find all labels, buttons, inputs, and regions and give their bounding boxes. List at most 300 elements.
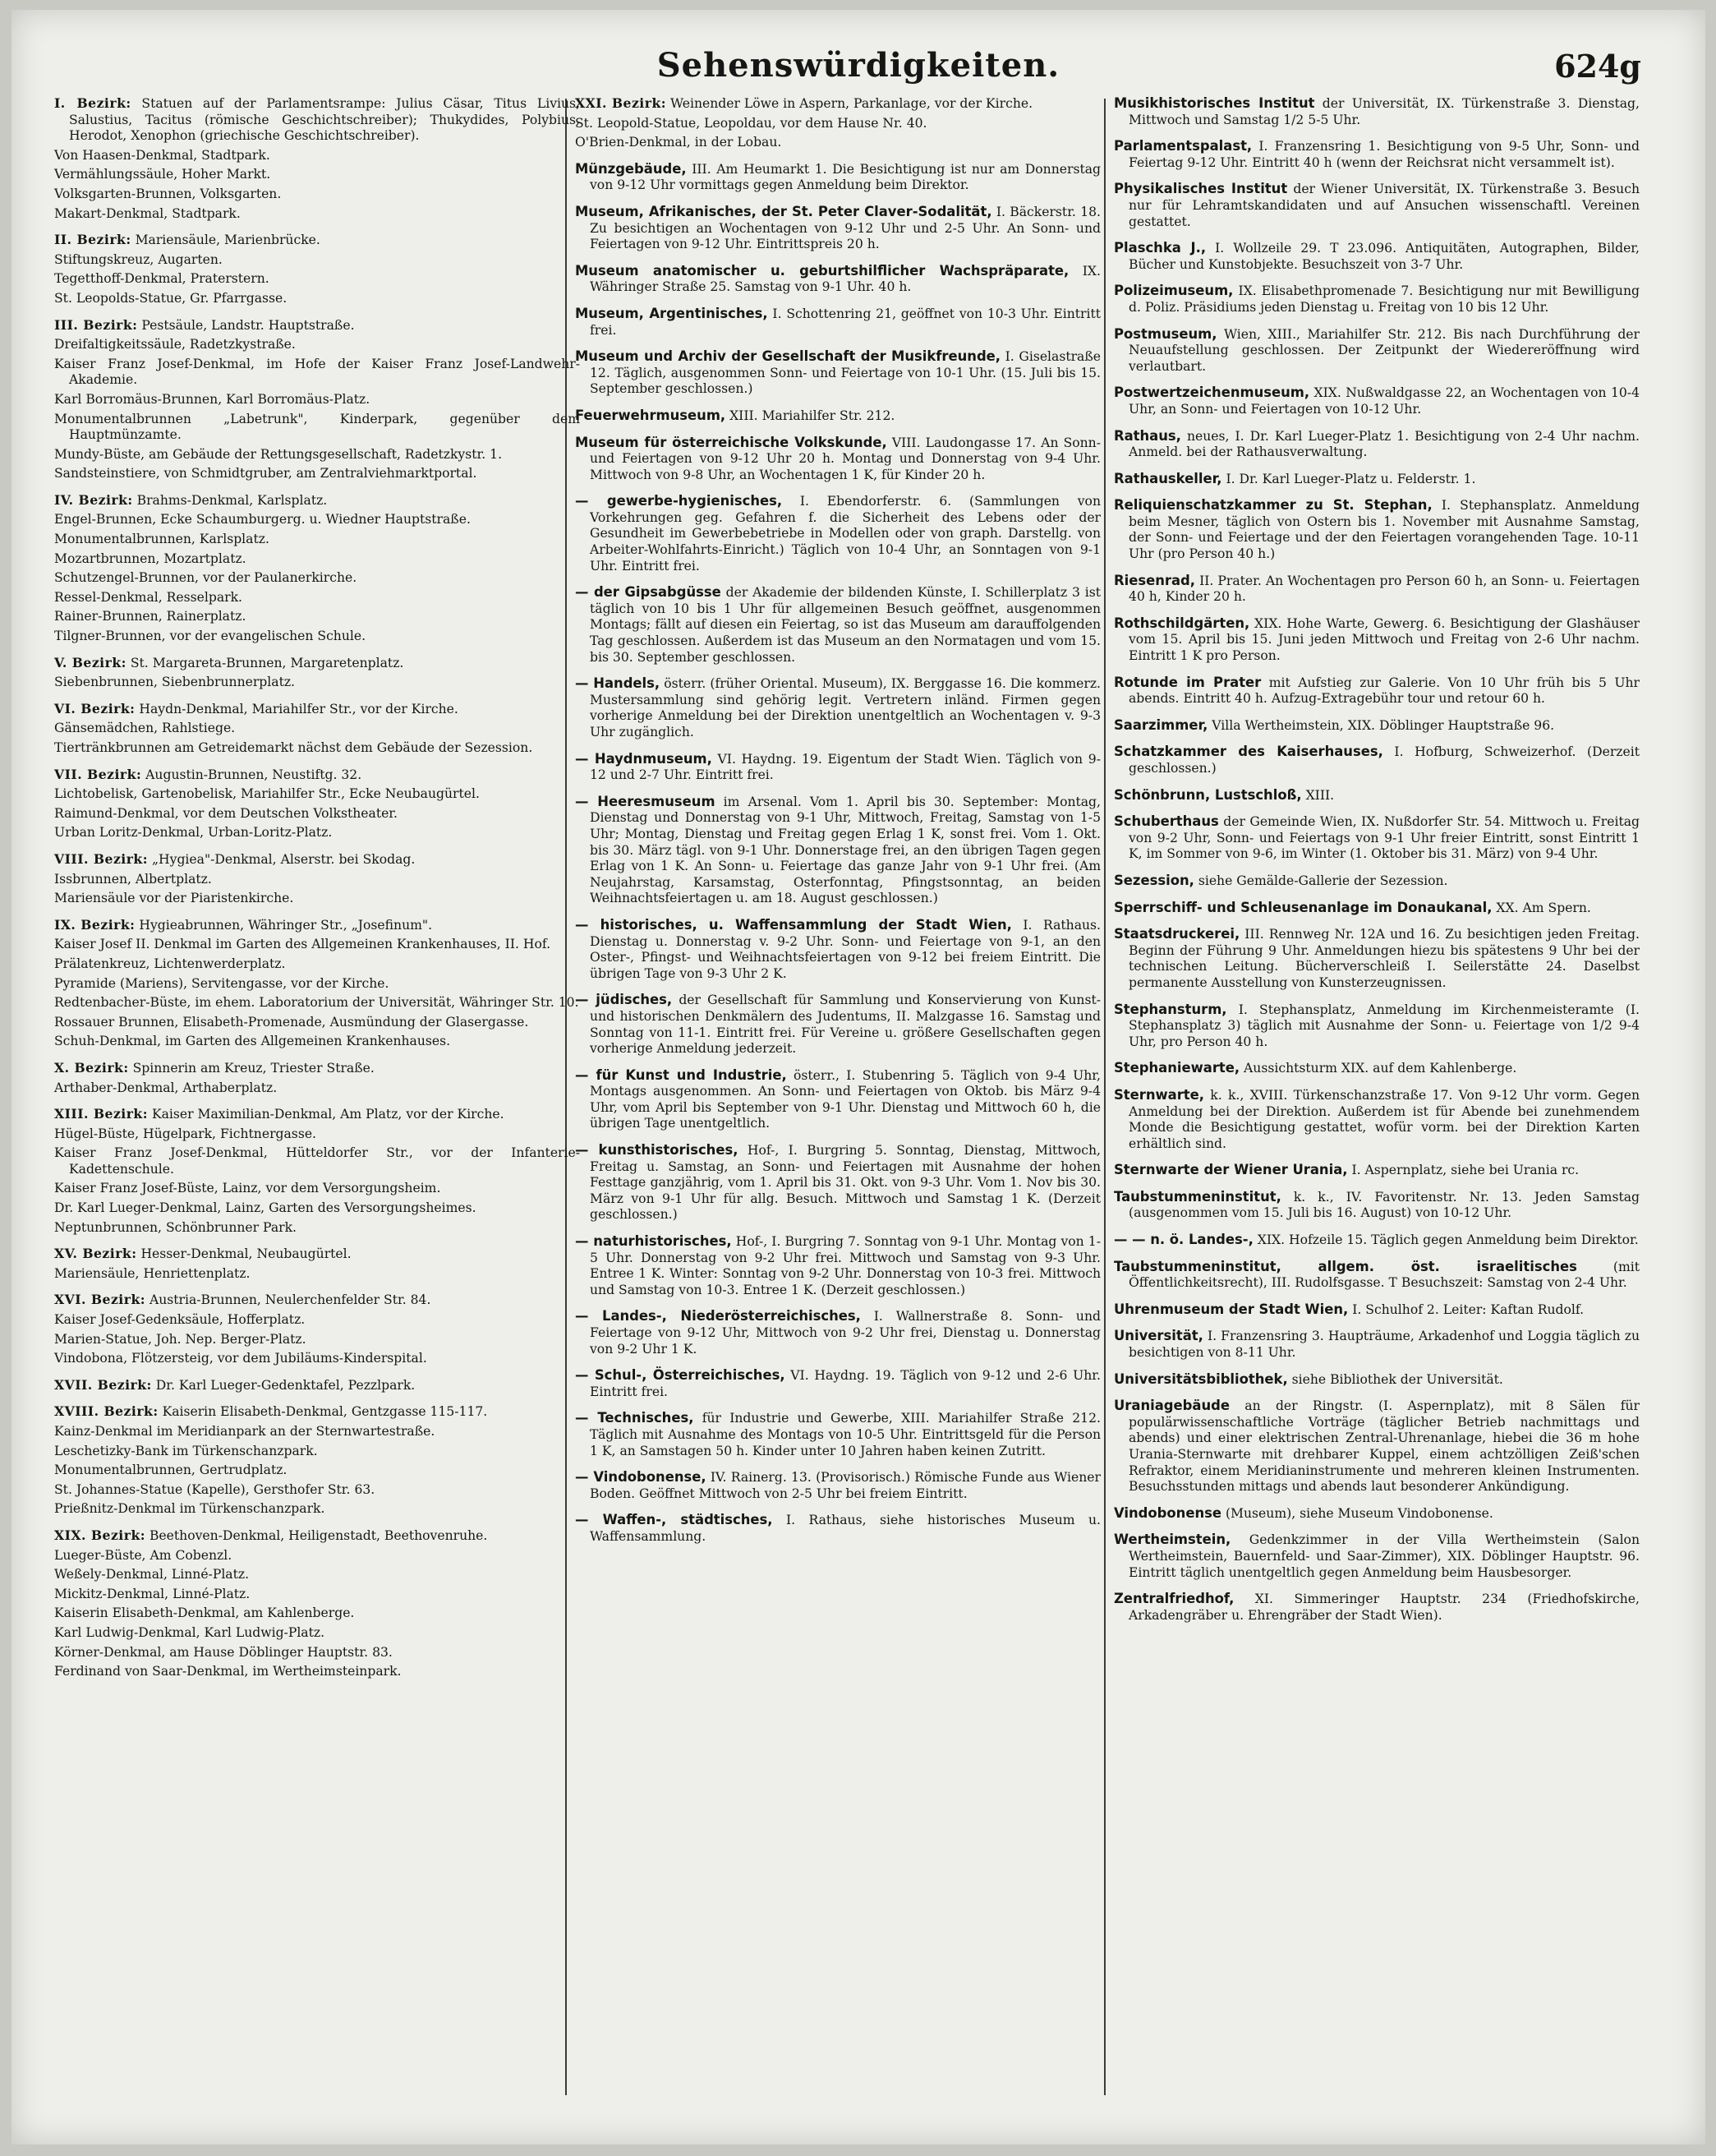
directory-entry	[54, 532, 580, 548]
directory-entry	[54, 1060, 580, 1077]
directory-entry	[54, 1403, 580, 1421]
entry-text: Von Haasen-Denkmal, Stadtpark.	[54, 147, 270, 163]
entry-text: I. Franzensring 3. Haupträume, Arkadenhof und Loggia täglich zu besichtigen von 8-11 Uhr.	[1129, 1329, 1640, 1361]
entry-text: I. Rathaus. Dienstag u. Donnerstag v. 9-2 Uhr. Sonn- und Feiertage von 9-1, an den Oster-, Pfingst- und Weihnachtsfeiertagen von 9-12 bei freiem Eintritt. Die übrigen Tage von 9-3 Uhr 2 K.	[590, 917, 1101, 981]
entry-text: Leschetizky-Bank im Türkenschanzpark.	[54, 1443, 318, 1458]
directory-entry	[54, 570, 580, 587]
directory-entry	[575, 135, 1101, 151]
directory-entry	[54, 609, 580, 625]
directory-entry	[54, 1332, 580, 1348]
directory-entry	[54, 167, 580, 183]
entry-text: Ferdinand von Saar-Denkmal, im Wertheimsteinpark.	[54, 1664, 402, 1679]
directory-entry	[54, 1645, 580, 1661]
entry-text: St. Margareta-Brunnen, Margaretenplatz.	[126, 655, 404, 670]
entry-text: siehe Gemälde-Gallerie der Sezession.	[1194, 873, 1448, 888]
entry-text: Stiftungskreuz, Augarten.	[54, 251, 223, 267]
entry-text: Monumentalbrunnen „Labetrunk", Kinderpark, gegenüber dem Hauptmünzamte.	[54, 411, 580, 443]
directory-entry	[1114, 181, 1640, 230]
entry-text: Vermählungssäule, Hoher Markt.	[54, 167, 271, 182]
entry-heading: Museum anatomischer u. geburtshilflicher Wachspräparate,	[575, 262, 1070, 279]
directory-entry	[575, 675, 1101, 740]
entry-text: VI. Haydng. 19. Täglich von 9-12 und 2-6 Uhr. Eintritt frei.	[590, 1368, 1101, 1399]
directory-entry	[54, 1501, 580, 1518]
entry-text: XIX. Nußwaldgasse 22, an Wochentagen von 10-4 Uhr, an Sonn- und Feiertagen von 10-12 Uhr.	[1129, 385, 1640, 417]
directory-entry	[1114, 240, 1640, 273]
entry-heading: Sperrschiff- und Schleusenanlage im Donaukanal,	[1114, 899, 1493, 915]
directory-entry	[54, 1145, 580, 1177]
entry-heading: — naturhistorisches,	[575, 1233, 732, 1250]
directory-entry	[54, 1444, 580, 1460]
directory-entry	[54, 1200, 580, 1217]
entry-text: Kaiser Franz Josef-Büste, Lainz, vor dem Versorgungsheim.	[54, 1181, 441, 1196]
entry-text: Prälatenkreuz, Lichtenwerderplatz.	[54, 956, 286, 971]
entry-text: I. Franzensring 1. Besichtigung von 9-5 Uhr, Sonn- und Feiertag 9-12 Uhr. Eintritt 40 h (wenn der Reichsrat nicht versammelt ist).	[1129, 139, 1640, 170]
entry-heading: VI. Bezirk:	[54, 700, 136, 716]
directory-entry	[1114, 497, 1640, 562]
entry-text: III. Rennweg Nr. 12A und 16. Zu besichtigen jeden Freitag. Beginn der Führung 9 Uhr. Anmeldungen hiezu bis spätestens 9 Uhr bei der technischen Leitung. Bücherverschleiß I. Seilerstätte 24. Daselbst permanente Ausstellung von Kunsterzeugnissen.	[1129, 927, 1640, 990]
directory-entry	[1114, 744, 1640, 776]
entry-heading: I. Bezirk:	[54, 95, 131, 111]
entry-text: siehe Bibliothek der Universität.	[1287, 1371, 1503, 1387]
directory-entry	[1114, 138, 1640, 171]
entry-text: Gedenkzimmer in der Villa Wertheimstein (Salon Wertheimstein, Bauernfeld- und Saar-Zimmer), XIX. Döblinger Hauptstr. 96. Eintritt täglich unentgeltlich gegen Anmeldung beim Hausbesorger.	[1129, 1532, 1640, 1580]
entry-text: Monumentalbrunnen, Karlsplatz.	[54, 532, 269, 547]
entry-text: Villa Wertheimstein, XIX. Döblinger Hauptstraße 96.	[1208, 717, 1555, 733]
entry-text: im Arsenal. Vom 1. April bis 30. September: Montag, Dienstag und Donnerstag von 9-1 Uhr, Mittwoch, Freitag, Samstag von 1-5 Uhr; Montag, Dienstag und Freitag gegen Erlag 1 K, sonst frei. Vom 1. Okt. bis 30. März tägl. von 9-1 Uhr. Donnerstage frei, an den übrigen Tagen gegen Erlag von 1 K. An Sonn- u. Feiertage das ganze Jahr von 9-1 Uhr frei. (Am Neujahrstag, Karsamstag, Osterfonntag, Pfingstsonntag, an beiden Weihnachtsfeiertagen u. am 18. August geschlossen.)	[590, 794, 1101, 906]
entry-text: Issbrunnen, Albertplatz.	[54, 871, 212, 887]
entry-text: Mozartbrunnen, Mozartplatz.	[54, 551, 246, 566]
entry-text: (mit Öffentlichkeitsrecht), III. Rudolfsgasse. T Besuchszeit: Samstag von 2-4 Uhr.	[1129, 1259, 1640, 1291]
entry-heading: — Landes-, Niederösterreichisches,	[575, 1308, 861, 1324]
directory-entry	[54, 148, 580, 164]
entry-heading: X. Bezirk:	[54, 1059, 129, 1076]
directory-entry	[54, 1463, 580, 1479]
directory-entry	[1114, 1259, 1640, 1292]
entry-heading: XIX. Bezirk:	[54, 1527, 146, 1543]
entry-text: XX. Am Spern.	[1492, 900, 1591, 915]
entry-text: I. Wallnerstraße 8. Sonn- und Feiertage von 9-12 Uhr, Mittwoch von 9-2 Uhr frei, Dienstag u. Donnerstag von 9-2 Uhr 1 K.	[590, 1309, 1101, 1357]
entry-heading: XVIII. Bezirk:	[54, 1403, 159, 1420]
column-1	[12, 95, 591, 2117]
entry-text: k. k., IV. Favoritenstr. Nr. 13. Jeden Samstag (ausgenommen vom 15. Juli bis 16. August) von 10-12 Uhr.	[1129, 1189, 1640, 1221]
directory-entry	[54, 917, 580, 934]
directory-entry	[54, 1548, 580, 1564]
entry-text: Monumentalbrunnen, Gertrudplatz.	[54, 1463, 288, 1478]
entry-text: I. Dr. Karl Lueger-Platz u. Felderstr. 1.	[1221, 471, 1476, 486]
directory-entry	[575, 1233, 1101, 1298]
entry-heading: Parlamentspalast,	[1114, 138, 1253, 154]
directory-entry	[54, 1246, 580, 1263]
entry-text: neues, I. Dr. Karl Lueger-Platz 1. Besichtigung von 2-4 Uhr nachm. Anmeld. bei der Rathausverwaltung.	[1129, 428, 1640, 460]
directory-entry	[575, 493, 1101, 574]
entry-text: österr., I. Stubenring 5. Täglich von 9-4 Uhr, Montags ausgenommen. An Sonn- und Feiertagen von Oktob. bis März 9-4 Uhr, vom April bis September von 9-1 Uhr. Dienstag und Mittwoch 60 h, die übrigen Tage unentgeltlich.	[590, 1067, 1101, 1131]
directory-entry	[54, 357, 580, 389]
directory-entry	[575, 263, 1101, 296]
directory-entry	[1114, 615, 1640, 665]
entry-heading: III. Bezirk:	[54, 316, 138, 333]
entry-text: IX. Elisabethpromenade 7. Besichtigung nur mit Bewilligung d. Poliz. Präsidiums jeden Dienstag u. Freitag von 10 bis 12 Uhr.	[1129, 283, 1640, 315]
entry-text: IV. Rainerg. 13. (Provisorisch.) Römische Funde aus Wiener Boden. Geöffnet Mittwoch von 2-5 Uhr bei freiem Eintritt.	[590, 1470, 1101, 1501]
entry-text: Hof-, I. Burgring 5. Sonntag, Dienstag, Mittwoch, Freitag u. Samstag, an Sonn- und Feiertagen mit Ausnahme der hohen Festtage ganzjährig, vom 1. April bis 31. Okt. von 9-3 Uhr. Vom 1. Nov bis 30. März von 9-1 Uhr für allg. Besuch. Mittwoch und Samstag 1 K. (Derzeit geschlossen.)	[590, 1143, 1101, 1223]
entry-heading: V. Bezirk:	[54, 654, 127, 670]
entry-heading: XXI. Bezirk:	[575, 95, 667, 111]
entry-heading: Museum, Afrikanisches, der St. Peter Claver-Sodalität,	[575, 203, 992, 219]
directory-entry	[54, 1015, 580, 1031]
entry-heading: Museum, Argentinisches,	[575, 305, 768, 321]
directory-entry	[54, 872, 580, 888]
entry-text: Lueger-Büste, Am Cobenzl.	[54, 1547, 232, 1563]
entry-heading: — Vindobonense,	[575, 1469, 706, 1486]
entry-text: der Universität, IX. Türkenstraße 3. Dienstag, Mittwoch und Samstag 1/2 5-5 Uhr.	[1129, 96, 1640, 127]
directory-entry	[575, 584, 1101, 666]
entry-text: Körner-Denkmal, am Hause Döblinger Hauptstr. 83.	[54, 1644, 393, 1660]
entry-text: Dr. Karl Lueger-Denkmal, Lainz, Garten des Versorgungsheimes.	[54, 1200, 476, 1216]
directory-entry	[575, 1142, 1101, 1223]
directory-entry	[54, 392, 580, 408]
entry-text: St. Johannes-Statue (Kapelle), Gersthofer Str. 63.	[54, 1481, 375, 1497]
entry-heading: Vindobonense	[1114, 1504, 1221, 1521]
entry-heading: Taubstummeninstitut, allgem. öst. israelitisches	[1114, 1258, 1577, 1274]
entry-text: Kaiser Franz Josef-Denkmal, Hütteldorfer Str., vor der Infanterie-Kadettenschule.	[54, 1145, 580, 1177]
entry-heading: Sezession,	[1114, 872, 1194, 888]
directory-entry	[54, 1625, 580, 1642]
entry-text: Prießnitz-Denkmal im Türkenschanzpark.	[54, 1501, 325, 1517]
entry-text: Rainer-Brunnen, Rainerplatz.	[54, 609, 246, 624]
entry-heading: — Technisches,	[575, 1410, 694, 1426]
entry-text: Lichtobelisk, Gartenobelisk, Mariahilfer Str., Ecke Neubaugürtel.	[54, 786, 480, 802]
entry-heading: Münzgebäude,	[575, 160, 687, 177]
entry-text: Mariensäule, Henriettenplatz.	[54, 1265, 251, 1281]
directory-entry	[54, 412, 580, 444]
directory-entry	[54, 701, 580, 718]
entry-text: I. Ebendorferstr. 6. (Sammlungen von Vorkehrungen geg. Gefahren f. die Sicherheit des Lebens oder der Gesundheit im Gewerbebetriebe in Modellen oder von graph. Darstellg. von Arbeiter-Wohlfahrts-Einricht.) Täglich von 10-4 Uhr, an Sonntagen von 9-1 Uhr. Eintritt frei.	[590, 494, 1101, 574]
directory-entry	[54, 675, 580, 691]
entry-text: Vindobona, Flötzersteig, vor dem Jubiläums-Kinderspital.	[54, 1351, 427, 1366]
entry-text: I. Schottenring 21, geöffnet von 10-3 Uhr. Eintritt frei.	[590, 306, 1101, 338]
directory-entry	[54, 95, 580, 145]
entry-heading: Feuerwehrmuseum,	[575, 407, 726, 423]
directory-entry	[1114, 95, 1640, 128]
entry-heading: Museum für österreichische Volkskunde,	[575, 434, 887, 450]
directory-entry	[1114, 326, 1640, 375]
directory-entry	[1114, 1060, 1640, 1077]
directory-entry	[1114, 1232, 1640, 1249]
entry-text: österr. (früher Oriental. Museum), IX. Berggasse 16. Die kommerz. Mustersammlung sind gehörig legit. Vertretern inländ. Firmen gegen vorherige Anmeldung bei der Direktion unentgeltlich an Wochentagen v. 9-3 Uhr zugänglich.	[590, 676, 1101, 739]
directory-entry	[54, 1034, 580, 1050]
entry-text: für Industrie und Gewerbe, XIII. Mariahilfer Straße 212. Täglich mit Ausnahme des Montags von 10-5 Uhr. Eintrittsgeld für die Person 1 K, an Samstagen 50 h. Kinder unter 10 Jahren haben keinen Zutritt.	[590, 1411, 1101, 1458]
directory-entry	[1114, 787, 1640, 804]
directory-entry	[54, 891, 580, 907]
directory-entry	[575, 435, 1101, 484]
directory-entry	[1114, 1002, 1640, 1051]
entry-text: Mickitz-Denkmal, Linné-Platz.	[54, 1586, 251, 1601]
entry-text: Ressel-Denkmal, Resselpark.	[54, 589, 242, 605]
directory-entry	[54, 206, 580, 223]
entry-text: der Wiener Universität, IX. Türkenstraße 3. Besuch nur für Lehramtskandidaten und auf Ansuchen wissenschaftl. Vereinen gestattet.	[1129, 182, 1640, 229]
directory-entry	[54, 976, 580, 993]
entry-heading: Physikalisches Institut	[1114, 181, 1288, 197]
directory-entry	[1114, 1189, 1640, 1222]
entry-text: Urban Loritz-Denkmal, Urban-Loritz-Platz.	[54, 825, 333, 841]
entry-heading: XVI. Bezirk:	[54, 1292, 146, 1308]
entry-heading: IV. Bezirk:	[54, 491, 133, 508]
directory-entry	[54, 1266, 580, 1283]
entry-heading: XV. Bezirk:	[54, 1246, 137, 1262]
entry-text: I. Giselastraße 12. Täglich, ausgenommen Sonn- und Feiertage von 10-1 Uhr. (15. Juli bis 15. September geschlossen.)	[590, 349, 1102, 397]
entry-text: I. Stephansplatz, Anmeldung im Kirchenmeisteramte (I. Stephansplatz 3) täglich mit Ausnahme der Sonn- u. Feiertage von 1/2 9-4 Uhr, pro Person 40 h.	[1129, 1002, 1640, 1049]
entry-text: Mundy-Büste, am Gebäude der Rettungsgesellschaft, Radetzkystr. 1.	[54, 446, 503, 462]
directory-entry	[54, 806, 580, 822]
entry-text: Kainz-Denkmal im Meridianpark an der Sternwartestraße.	[54, 1424, 435, 1439]
entry-heading: — Handels,	[575, 675, 660, 692]
directory-entry	[54, 851, 580, 868]
entry-heading: Musikhistorisches Institut	[1114, 95, 1315, 111]
entry-text: Hesser-Denkmal, Neubaugürtel.	[136, 1246, 352, 1262]
directory-entry	[54, 1312, 580, 1329]
directory-entry	[575, 95, 1101, 113]
entry-text: Kaiser Josef-Gedenksäule, Hofferplatz.	[54, 1312, 306, 1328]
directory-entry	[54, 271, 580, 288]
directory-entry	[54, 629, 580, 645]
directory-entry	[54, 1220, 580, 1237]
entry-text: XI. Simmeringer Hauptstr. 234 (Friedhofskirche, Arkadengräber u. Ehrengräber der Stadt Wien).	[1129, 1592, 1640, 1623]
page-header	[12, 46, 1705, 95]
directory-entry	[1114, 385, 1640, 417]
entry-text: Engel-Brunnen, Ecke Schaumburgerg. u. Wiedner Hauptstraße.	[54, 512, 471, 527]
entry-text: Austria-Brunnen, Neulerchenfelder Str. 84.	[145, 1292, 431, 1308]
entry-heading: — historisches, u. Waffensammlung der Stadt Wien,	[575, 916, 1012, 933]
entry-text: Volksgarten-Brunnen, Volksgarten.	[54, 186, 282, 201]
directory-entry	[54, 1424, 580, 1440]
entry-text: I. Hofburg, Schweizerhof. (Derzeit geschlossen.)	[1129, 744, 1640, 776]
entry-text: Kaiser Franz Josef-Denkmal, im Hofe der Kaiser Franz Josef-Landwehr-Akademie.	[54, 356, 580, 388]
directory-entry	[575, 1308, 1101, 1357]
directory-entry	[54, 1527, 580, 1545]
directory-entry	[54, 1080, 580, 1097]
directory-entry	[1114, 717, 1640, 735]
entry-heading: — der Gipsabgüsse	[575, 584, 721, 601]
directory-entry	[54, 1664, 580, 1680]
entry-text: „Hygiea"-Denkmal, Alserstr. bei Skodag.	[148, 851, 416, 867]
entry-text: I. Wollzeile 29. T 23.096. Antiquitäten, Autographen, Bilder, Bücher und Kunstobjekte. Besuchszeit von 3-7 Uhr.	[1129, 241, 1640, 272]
entry-text: der Akademie der bildenden Künste, I. Schillerplatz 3 ist täglich von 10 bis 1 Uhr für allgemeinen Besuch geöffnet, ausgenommen Montags; fällt auf diesen ein Feiertag, so ist das Museum am darauffolgenden Tag geschlossen. Außerdem ist das Museum an den Normatagen und vom 15. bis 30. September geschlossen.	[590, 585, 1101, 665]
directory-entry	[54, 1181, 580, 1197]
directory-entry	[54, 1482, 580, 1499]
entry-heading: Schönbrunn, Lustschloß,	[1114, 786, 1302, 803]
entry-heading: IX. Bezirk:	[54, 916, 136, 933]
directory-entry	[54, 551, 580, 568]
entry-heading: — — n. ö. Landes-,	[1114, 1232, 1254, 1248]
entry-heading: Rothschildgärten,	[1114, 615, 1250, 631]
directory-entry	[54, 937, 580, 953]
entry-text: I. Aspernplatz, siehe bei Urania rc.	[1347, 1163, 1580, 1178]
entry-heading: Uraniagebäude	[1114, 1398, 1230, 1414]
entry-text: Gänsemädchen, Rahlstiege.	[54, 721, 236, 736]
entry-text: Marien-Statue, Joh. Nep. Berger-Platz.	[54, 1331, 306, 1347]
entry-text: Pestsäule, Landstr. Hauptstraße.	[137, 317, 355, 333]
directory-entry	[1114, 573, 1640, 606]
entry-text: I. Schulhof 2. Leiter: Kaftan Rudolf.	[1348, 1301, 1585, 1317]
directory-entry	[54, 252, 580, 269]
directory-entry	[54, 512, 580, 528]
entry-text: Dreifaltigkeitssäule, Radetzkystraße.	[54, 337, 296, 352]
directory-entry	[54, 995, 580, 1011]
directory-entry	[54, 786, 580, 803]
entry-heading: Taubstummeninstitut,	[1114, 1188, 1281, 1205]
entry-heading: Riesenrad,	[1114, 572, 1196, 588]
entry-text: Karl Borromäus-Brunnen, Karl Borromäus-Platz.	[54, 391, 370, 407]
directory-entry	[54, 1567, 580, 1583]
page-number: 624g	[1554, 48, 1641, 85]
entry-heading: Polizeimuseum,	[1114, 283, 1234, 299]
entry-text: St. Leopold-Statue, Leopoldau, vor dem Hause Nr. 40.	[575, 115, 927, 131]
directory-entry	[1114, 1328, 1640, 1361]
directory-entry	[1114, 1301, 1640, 1319]
entry-text: Siebenbrunnen, Siebenbrunnerplatz.	[54, 675, 296, 690]
entry-heading: II. Bezirk:	[54, 232, 131, 248]
directory-entry	[575, 751, 1101, 784]
entry-heading: XIII. Bezirk:	[54, 1106, 148, 1122]
entry-text: Kaiserin Elisabeth-Denkmal, am Kahlenberge.	[54, 1605, 355, 1621]
entry-heading: Rotunde im Prater	[1114, 674, 1262, 690]
directory-entry	[54, 655, 580, 672]
entry-text: Brahms-Denkmal, Karlsplatz.	[132, 492, 328, 508]
directory-entry	[1114, 1162, 1640, 1179]
entry-text: Kaiser Maximilian-Denkmal, Am Platz, vor der Kirche.	[148, 1107, 504, 1122]
entry-text: Karl Ludwig-Denkmal, Karl Ludwig-Platz.	[54, 1624, 325, 1640]
entry-text: Kaiser Josef II. Denkmal im Garten des Allgemeinen Krankenhauses, II. Hof.	[54, 937, 551, 952]
entry-text: Hof-, I. Burgring 7. Sonntag von 9-1 Uhr. Montag von 1-5 Uhr. Donnerstag von 9-2 Uhr frei. Mittwoch und Samstag von 9-3 Uhr. Entree 1 K. Winter: Sonntag von 9-2 Uhr. Donnerstag von 10-3 frei. Mittwoch und Samstag von 10-3. Entree 1 K. (Derzeit geschlossen.)	[590, 1234, 1101, 1297]
directory-entry	[1114, 900, 1640, 917]
directory-entry	[1114, 926, 1640, 991]
directory-entry	[575, 161, 1101, 194]
entry-heading: VIII. Bezirk:	[54, 850, 148, 867]
entry-heading: Saarzimmer,	[1114, 716, 1208, 733]
entry-text: I. Stephansplatz. Anmeldung beim Mesner, täglich von Ostern bis 1. November mit Ausnahme Samstag, der Sonn- und Feiertage und der den Feiertagen vorangehenden Tage. 10-11 Uhr (pro Person 40 h.)	[1129, 498, 1640, 562]
entry-heading: — für Kunst und Industrie,	[575, 1066, 787, 1083]
page-title: Sehenswürdigkeiten.	[656, 46, 1060, 85]
entry-heading: Stephaniewarte,	[1114, 1060, 1240, 1076]
directory-entry	[575, 992, 1101, 1057]
entry-text: Haydn-Denkmal, Mariahilfer Str., vor der Kirche.	[135, 701, 458, 716]
directory-entry	[1114, 1371, 1640, 1389]
column-3	[1104, 95, 1640, 2117]
directory-entry	[1114, 1505, 1640, 1523]
entry-text: Arthaber-Denkmal, Arthaberplatz.	[54, 1080, 278, 1095]
entry-text: der Gemeinde Wien, IX. Nußdorfer Str. 54. Mittwoch u. Freitag von 9-2 Uhr, Sonn- und Feiertags von 9-1 Uhr freier Eintritt, sonst Eintritt 1 K, im Sommer von 9-6, im Winter (1. Oktober bis 31. März) von 9-4 Uhr.	[1129, 814, 1640, 862]
entry-text: Hügel-Büste, Hügelpark, Fichtnergasse.	[54, 1126, 317, 1141]
entry-heading: Rathauskeller,	[1114, 470, 1222, 486]
directory-entry	[1114, 471, 1640, 488]
entry-heading: — Haydnmuseum,	[575, 750, 712, 767]
entry-heading: — gewerbe-hygienisches,	[575, 493, 783, 509]
directory-entry	[1114, 1591, 1640, 1624]
directory-entry	[1114, 1087, 1640, 1152]
entry-text: Rossauer Brunnen, Elisabeth-Promenade, Ausmündung der Glasergasse.	[54, 1014, 529, 1030]
directory-entry	[575, 348, 1101, 398]
directory-entry	[54, 825, 580, 841]
directory-entry	[54, 1605, 580, 1622]
entry-heading: Zentralfriedhof,	[1114, 1591, 1235, 1607]
directory-entry	[54, 590, 580, 606]
entry-text: XIII. Mariahilfer Str. 212.	[725, 408, 895, 423]
directory-entry	[575, 116, 1101, 132]
entry-text: II. Prater. An Wochentagen pro Person 60 h, an Sonn- u. Feiertagen 40 h, Kinder 20 h.	[1129, 573, 1640, 605]
entry-text: Aussichtsturm XIX. auf dem Kahlenberge.	[1240, 1061, 1517, 1076]
entry-text: Spinnerin am Kreuz, Triester Straße.	[128, 1060, 375, 1076]
entry-text: Weinender Löwe in Aspern, Parkanlage, vor der Kirche.	[666, 96, 1033, 111]
directory-entry	[1114, 813, 1640, 863]
entry-text: Beethoven-Denkmal, Heiligenstadt, Beethovenruhe.	[145, 1527, 488, 1543]
entry-heading: Postmuseum,	[1114, 325, 1217, 342]
directory-entry	[1114, 283, 1640, 316]
entry-text: VIII. Laudongasse 17. An Sonn- und Feiertagen von 9-12 Uhr 20 h. Montag und Donnerstag von 9-4 Uhr. Mittwoch von 9-8 Uhr, an Wochentagen 1 K, für Kinder 20 h.	[590, 435, 1101, 482]
entry-text: Statuen auf der Parlamentsrampe: Julius Cäsar, Titus Livius, Salustius, Tacitus (römische Geschichtschreiber); Thukydides, Polybius, Herodot, Xenophon (griechische Geschichtschreiber).	[69, 96, 581, 144]
page-sheet	[12, 10, 1705, 2144]
directory-entry	[575, 917, 1101, 982]
entry-text: Neptunbrunnen, Schönbrunner Park.	[54, 1219, 297, 1235]
entry-text: I. Rathaus, siehe historisches Museum u. Waffensammlung.	[590, 1513, 1102, 1544]
entry-heading: — kunsthistorisches,	[575, 1142, 738, 1159]
entry-text: Tiertränkbrunnen am Getreidemarkt nächst dem Gebäude der Sezession.	[54, 740, 533, 755]
entry-text: Augustin-Brunnen, Neustiftg. 32.	[141, 767, 362, 782]
entry-heading: Uhrenmuseum der Stadt Wien,	[1114, 1301, 1349, 1317]
directory-entry	[1114, 428, 1640, 461]
entry-text: I. Bäckerstr. 18. Zu besichtigen an Wochentagen von 9-12 Uhr und 2-5 Uhr. An Sonn- und Feiertagen von 9-12 Uhr. Eintrittspreis 20 h.	[590, 204, 1102, 252]
directory-entry	[575, 1469, 1101, 1502]
entry-text: (Museum), siehe Museum Vindobonense.	[1221, 1505, 1493, 1521]
entry-heading: Museum und Archiv der Gesellschaft der Musikfreunde,	[575, 348, 1001, 365]
entry-heading: — Schul-, Österreichisches,	[575, 1367, 785, 1384]
directory-entry	[575, 306, 1101, 339]
entry-text: Weßely-Denkmal, Linné-Platz.	[54, 1567, 250, 1582]
entry-text: Mariensäule vor der Piaristenkirche.	[54, 891, 294, 906]
directory-entry	[54, 291, 580, 307]
entry-heading: Wertheimstein,	[1114, 1532, 1231, 1548]
entry-text: der Gesellschaft für Sammlung und Konservierung von Kunst- und historischen Denkmälern des Judentums, II. Malzgasse 16. Samstag und Sonntag von 11-1. Eintritt frei. Für Vereine u. größere Gesellschaften gegen vorherige Anmeldung jederzeit.	[590, 993, 1101, 1057]
entry-text: Kaiserin Elisabeth-Denkmal, Gentzgasse 115-117.	[158, 1404, 488, 1420]
directory-entry	[54, 956, 580, 973]
entry-text: Raimund-Denkmal, vor dem Deutschen Volkstheater.	[54, 805, 398, 821]
entry-text: Tegetthoff-Denkmal, Praterstern.	[54, 271, 269, 287]
entry-heading: Staatsdruckerei,	[1114, 926, 1240, 942]
directory-entry	[54, 1126, 580, 1143]
entry-text: XIII.	[1301, 787, 1335, 803]
directory-entry	[54, 337, 580, 353]
entry-heading: Universitätsbibliothek,	[1114, 1371, 1288, 1387]
directory-entry	[54, 232, 580, 249]
entry-heading: Rathaus,	[1114, 427, 1181, 444]
directory-entry	[54, 492, 580, 509]
entry-text: XIX. Hohe Warte, Gewerg. 6. Besichtigung der Glashäuser vom 15. April bis 15. Juni jeden Mittwoch und Freitag von 2-6 Uhr nachm. Eintritt 1 K pro Person.	[1129, 615, 1640, 664]
entry-text: St. Leopolds-Statue, Gr. Pfarrgasse.	[54, 290, 288, 306]
entry-text: an der Ringstr. (I. Aspernplatz), mit 8 Sälen für populärwissenschaftliche Vorträge (täglicher Betrieb nachmittags und abends) und einer elektrischen Zentral-Uhrenanlage, hiebei die 36 m hohe Urania-Sternwarte mit drehbarer Kuppel, einem achtzölligen Zeiß'schen Refraktor, einem Meridianinstrumente und mehreren kleinen Instrumenten. Besuchsstunden mittags und abends laut besonderer Ankündigung.	[1129, 1398, 1640, 1495]
entry-text: Dr. Karl Lueger-Gedenktafel, Pezzlpark.	[151, 1377, 416, 1393]
entry-text: Pyramide (Mariens), Servitengasse, vor der Kirche.	[54, 975, 389, 991]
entry-text: Wien, XIII., Mariahilfer Str. 212. Bis nach Durchführung der Neuaufstellung geschlossen. Der Zeitpunkt der Wiedereröffnung wird verlautbart.	[1129, 326, 1640, 374]
directory-entry	[54, 767, 580, 784]
directory-entry	[575, 1367, 1101, 1400]
entry-heading: — jüdisches,	[575, 992, 673, 1008]
entry-heading: Universität,	[1114, 1328, 1203, 1344]
entry-heading: Schuberthaus	[1114, 813, 1219, 830]
directory-entry	[1114, 1532, 1640, 1581]
entry-text: Sandsteinstiere, von Schmidtgruber, am Zentralviehmarktportal.	[54, 466, 477, 481]
entry-text: Makart-Denkmal, Stadtpark.	[54, 205, 241, 221]
directory-entry	[1114, 675, 1640, 707]
directory-entry	[54, 1587, 580, 1603]
directory-entry	[575, 204, 1101, 253]
